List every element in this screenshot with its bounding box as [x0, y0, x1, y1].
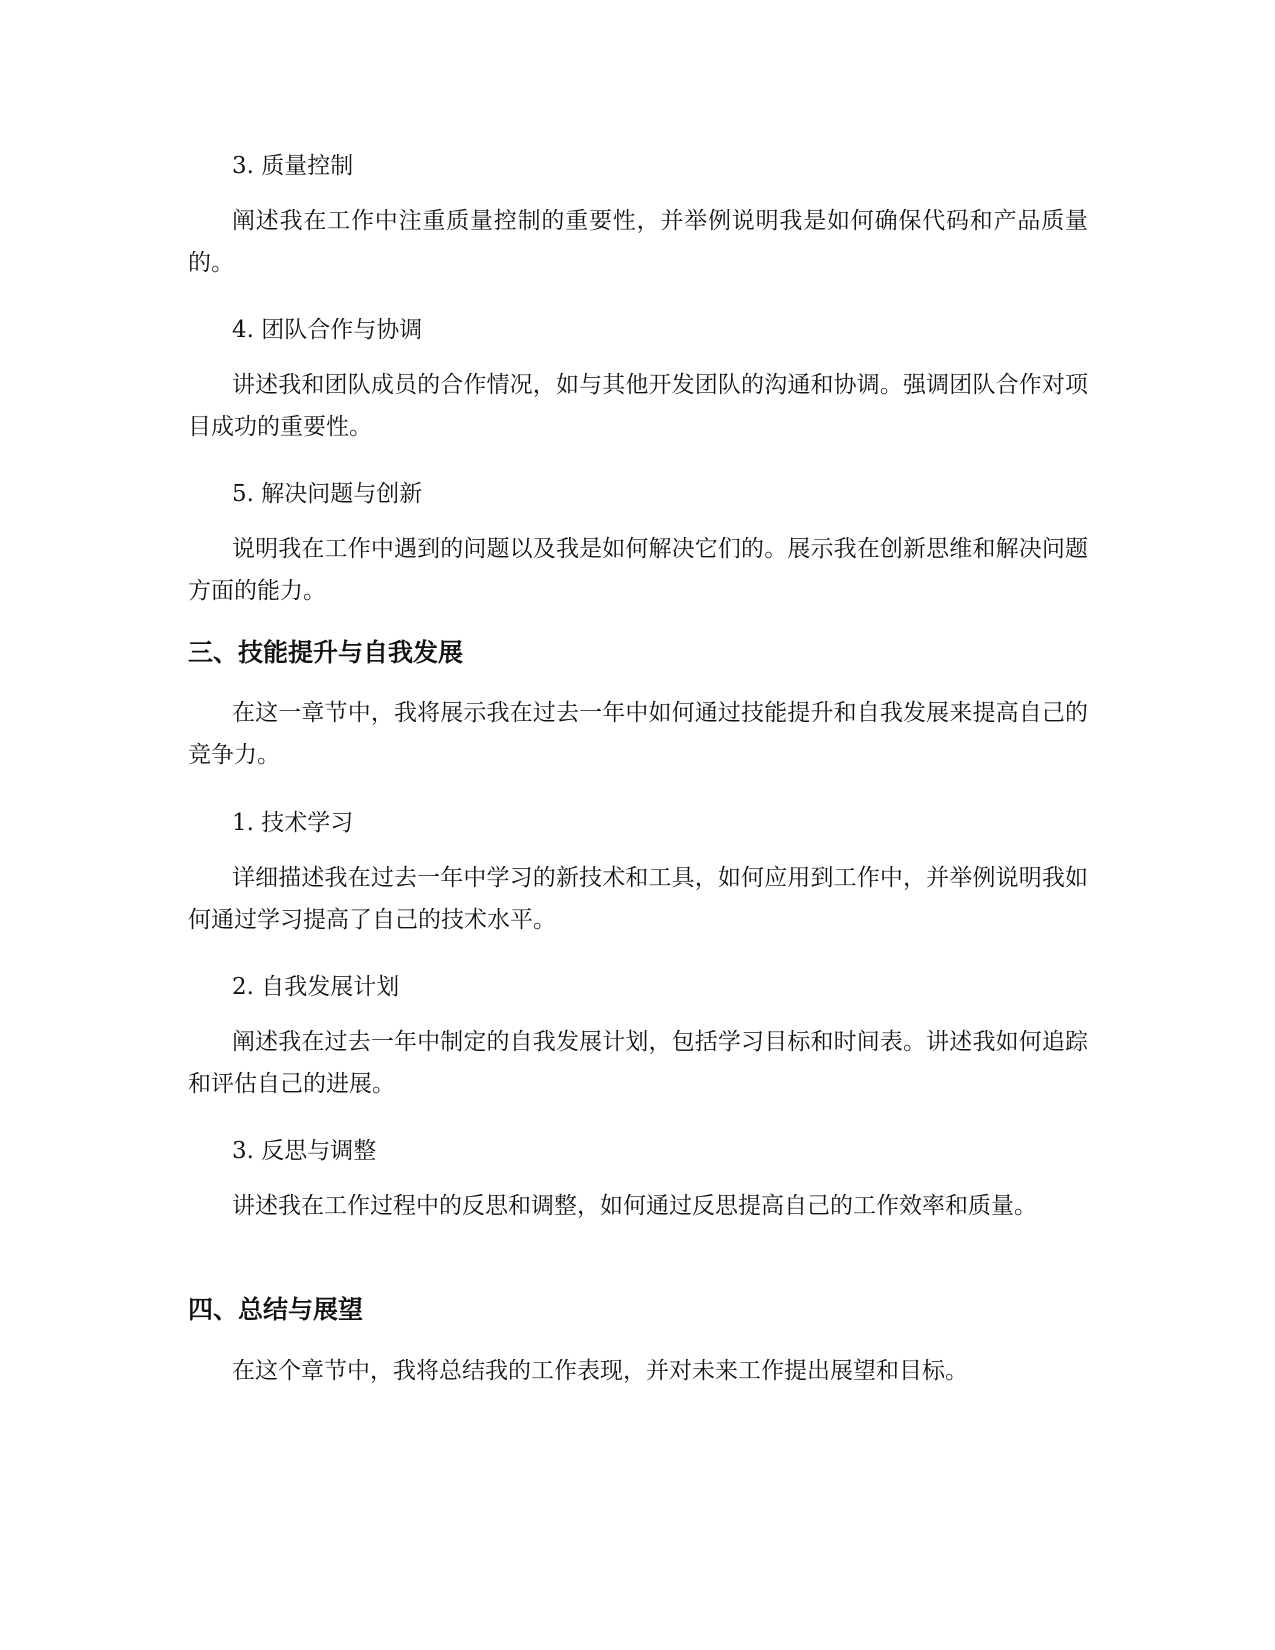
section-heading-summary: 四、总结与展望 — [188, 1295, 364, 1324]
list-item-tech-learning: 1. 技术学习 — [232, 810, 354, 836]
paragraph-quality-control: 阐述我在工作中注重质量控制的重要性，并举例说明我是如何确保代码和产品质量的。 — [188, 208, 1088, 276]
list-item-teamwork: 4. 团队合作与协调 — [232, 317, 423, 343]
paragraph-reflection: 讲述我在工作过程中的反思和调整，如何通过反思提高自己的工作效率和质量。 — [232, 1193, 1037, 1219]
list-item-reflection: 3. 反思与调整 — [232, 1138, 377, 1164]
paragraph-skills-intro: 在这一章节中，我将展示我在过去一年中如何通过技能提升和自我发展来提高自己的竞争力。 — [188, 700, 1088, 768]
paragraph-tech-learning: 详细描述我在过去一年中学习的新技术和工具，如何应用到工作中，并举例说明我如何通过学习提高了自己的技术水平。 — [188, 865, 1088, 933]
paragraph-teamwork: 讲述我和团队成员的合作情况，如与其他开发团队的沟通和协调。强调团队合作对项目成功的重要性。 — [188, 372, 1088, 440]
list-item-development-plan: 2. 自我发展计划 — [232, 974, 400, 1000]
list-item-quality-control: 3. 质量控制 — [232, 153, 354, 179]
section-heading-skills: 三、技能提升与自我发展 — [188, 638, 464, 667]
paragraph-summary-intro: 在这个章节中，我将总结我的工作表现，并对未来工作提出展望和目标。 — [232, 1358, 968, 1384]
paragraph-development-plan: 阐述我在过去一年中制定的自我发展计划，包括学习目标和时间表。讲述我如何追踪和评估自己的进展。 — [188, 1029, 1088, 1097]
list-item-problem-solving: 5. 解决问题与创新 — [232, 481, 423, 507]
paragraph-problem-solving: 说明我在工作中遇到的问题以及我是如何解决它们的。展示我在创新思维和解决问题方面的能力。 — [188, 536, 1088, 604]
